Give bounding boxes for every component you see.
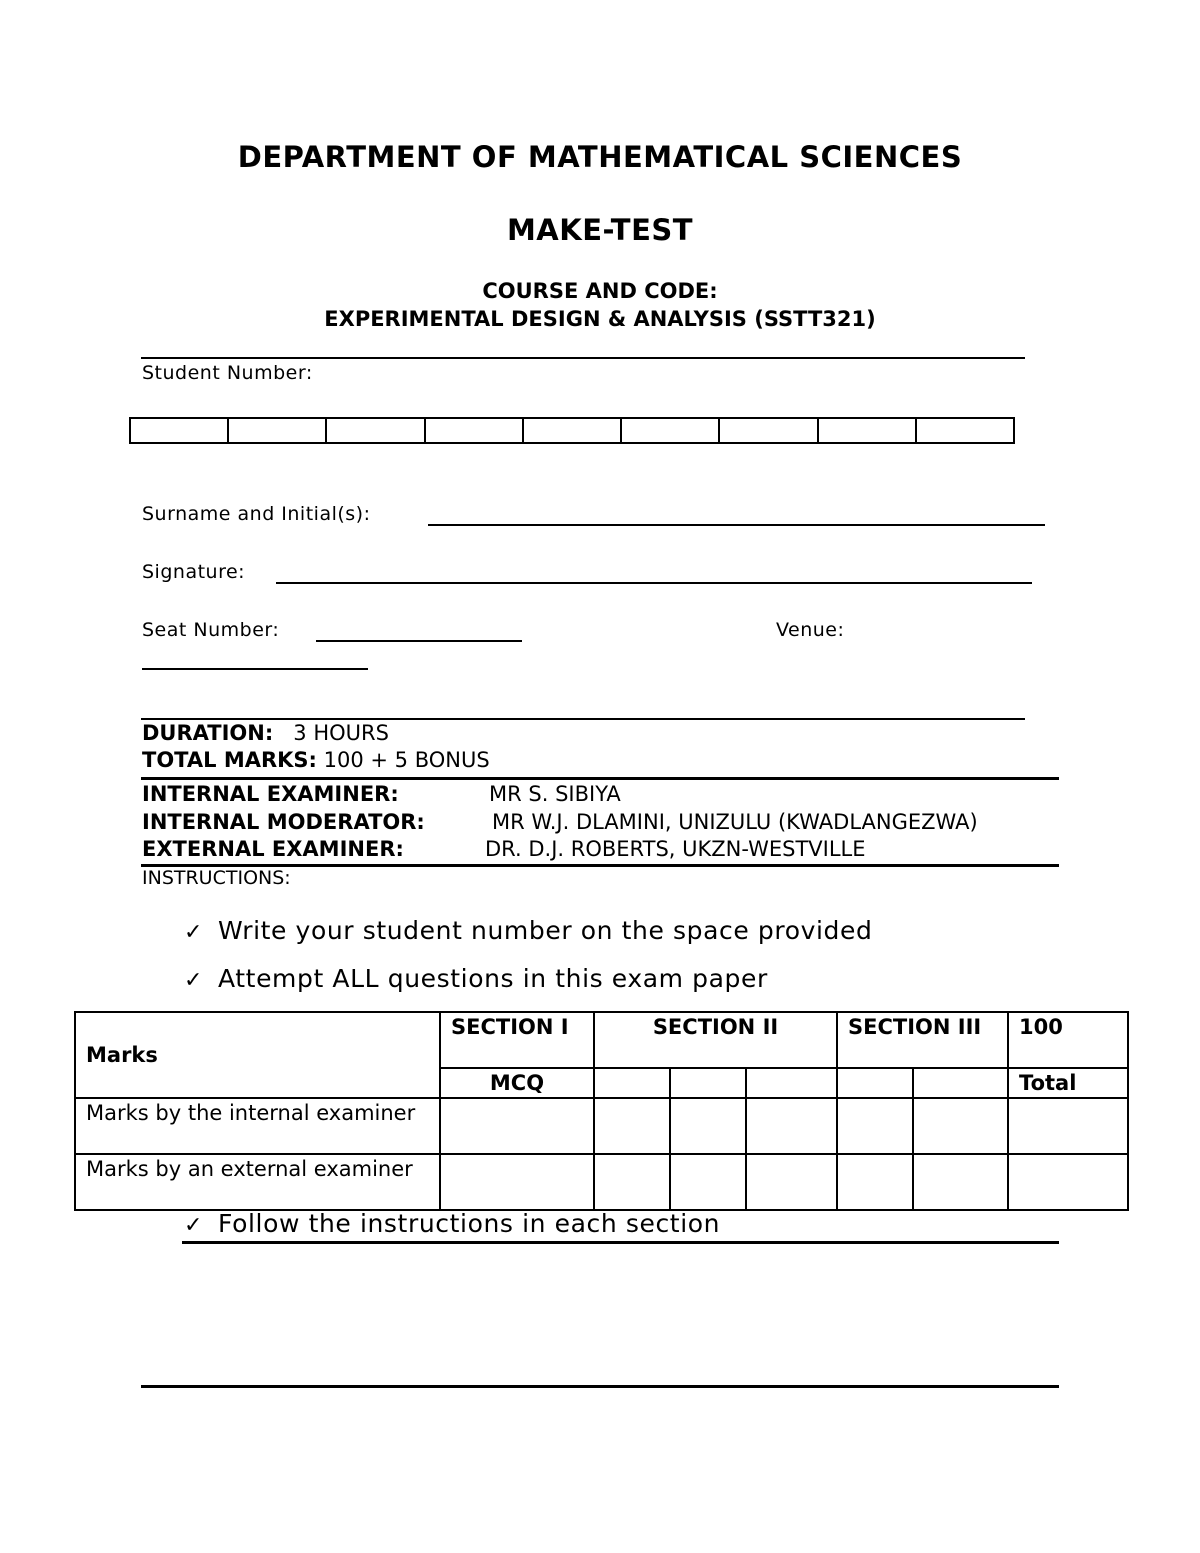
student-number-digit-box[interactable] [327, 419, 425, 442]
duration-label: DURATION: [142, 721, 274, 745]
empty-cell [913, 1068, 1008, 1098]
student-number-digit-box[interactable] [131, 419, 229, 442]
instruction-item [184, 1209, 720, 1238]
instructions-label: INSTRUCTIONS: [142, 867, 291, 889]
venue-field[interactable] [142, 668, 368, 670]
mcq-header: MCQ [440, 1068, 594, 1098]
checkmark-icon: ✓ [184, 968, 204, 993]
student-number-digit-box[interactable] [819, 419, 917, 442]
marks-entry-cell[interactable] [594, 1154, 670, 1210]
marks-entry-cell[interactable] [837, 1098, 913, 1154]
total-marks-value: 100 + 5 BONUS [323, 748, 490, 772]
marks-entry-cell[interactable] [440, 1098, 594, 1154]
student-number-digit-box[interactable] [622, 419, 720, 442]
total-marks-label: TOTAL MARKS: [142, 748, 317, 772]
duration-line [142, 721, 389, 745]
internal-marks-row-label: Marks by the internal examiner [75, 1098, 440, 1154]
section1-header: SECTION I [440, 1012, 594, 1068]
marks-entry-cell[interactable] [440, 1154, 594, 1210]
divider-info-top [141, 718, 1025, 720]
instruction-text: Attempt ALL questions in this exam paper [218, 964, 768, 993]
seat-number-label: Seat Number: [142, 619, 280, 641]
external-examiner-label: EXTERNAL EXAMINER: [142, 837, 404, 861]
instruction-item [184, 916, 872, 945]
surname-field[interactable] [428, 524, 1045, 526]
marks-entry-cell[interactable] [746, 1098, 837, 1154]
course-label: COURSE AND CODE: [482, 279, 718, 303]
empty-cell [746, 1068, 837, 1098]
internal-moderator-label: INTERNAL MODERATOR: [142, 810, 425, 834]
marks-entry-cell[interactable] [1008, 1154, 1128, 1210]
instruction-item [184, 964, 768, 993]
marks-entry-cell[interactable] [670, 1098, 746, 1154]
external-examiner-value: DR. D.J. ROBERTS, UKZN-WESTVILLE [485, 837, 866, 861]
marks-header-cell: Marks [75, 1012, 440, 1098]
surname-label: Surname and Initial(s): [142, 503, 371, 525]
checkmark-icon: ✓ [184, 1213, 204, 1238]
instruction-text: Write your student number on the space provided [218, 916, 873, 945]
marks-entry-cell[interactable] [594, 1098, 670, 1154]
divider-top [141, 357, 1025, 359]
section3-header: SECTION III [837, 1012, 1008, 1068]
marks-entry-cell[interactable] [837, 1154, 913, 1210]
empty-cell [837, 1068, 913, 1098]
total-marks-line [142, 748, 490, 772]
external-marks-row-label: Marks by an external examiner [75, 1154, 440, 1210]
internal-examiner-value: MR S. SIBIYA [489, 782, 621, 806]
checkmark-icon: ✓ [184, 920, 204, 945]
course-name: EXPERIMENTAL DESIGN & ANALYSIS (SSTT321) [324, 307, 876, 331]
department-title: DEPARTMENT OF MATHEMATICAL SCIENCES [237, 140, 963, 174]
divider-footer [141, 1385, 1059, 1388]
divider-instructions-bottom [182, 1241, 1059, 1244]
test-type-title: MAKE-TEST [506, 213, 694, 247]
internal-examiner-label: INTERNAL EXAMINER: [142, 782, 399, 806]
signature-field[interactable] [276, 582, 1032, 584]
student-number-digit-box[interactable] [524, 419, 622, 442]
student-number-digit-box[interactable] [229, 419, 327, 442]
student-number-label: Student Number: [142, 362, 313, 384]
marks-entry-cell[interactable] [913, 1098, 1008, 1154]
student-number-digit-box[interactable] [917, 419, 1013, 442]
student-number-digit-box[interactable] [426, 419, 524, 442]
marks-entry-cell[interactable] [670, 1154, 746, 1210]
instruction-text: Follow the instructions in each section [218, 1209, 721, 1238]
student-number-boxes[interactable] [129, 417, 1015, 444]
seat-number-field[interactable] [316, 640, 522, 642]
duration-value: 3 HOURS [293, 721, 389, 745]
total-label-header: Total [1008, 1068, 1128, 1098]
internal-moderator-value: MR W.J. DLAMINI, UNIZULU (KWADLANGEZWA) [492, 810, 978, 834]
marks-entry-cell[interactable] [913, 1154, 1008, 1210]
marks-entry-cell[interactable] [746, 1154, 837, 1210]
divider-examiners-top [141, 777, 1059, 780]
empty-cell [670, 1068, 746, 1098]
marks-table [74, 1011, 1129, 1211]
signature-label: Signature: [142, 561, 246, 583]
marks-entry-cell[interactable] [1008, 1098, 1128, 1154]
venue-label: Venue: [776, 619, 845, 641]
student-number-digit-box[interactable] [720, 419, 818, 442]
total-value-header: 100 [1008, 1012, 1128, 1068]
section2-header: SECTION II [594, 1012, 837, 1068]
empty-cell [594, 1068, 670, 1098]
